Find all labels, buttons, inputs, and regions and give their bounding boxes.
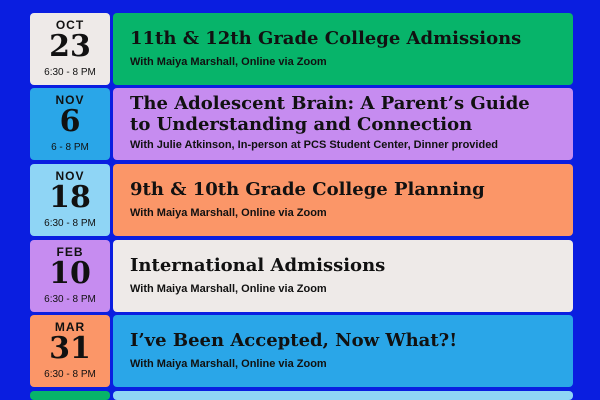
date-day: 6 bbox=[59, 104, 81, 139]
date-day: 10 bbox=[49, 256, 91, 291]
event-card bbox=[113, 240, 573, 312]
event-detail: With Julie Atkinson, In-person at PCS Student Center, Dinner provided bbox=[130, 139, 499, 151]
date-block bbox=[30, 391, 110, 400]
date-day: 18 bbox=[49, 180, 91, 215]
event-title-line-1: The Adolescent Brain: A Parent’s Guide bbox=[130, 93, 530, 114]
date-month: FEB bbox=[56, 245, 84, 259]
date-time: 6:30 - 8 PM bbox=[44, 294, 96, 305]
event-title: 9th & 10th Grade College Planning bbox=[130, 179, 485, 200]
date-month: MAR bbox=[54, 320, 86, 334]
date-block bbox=[30, 88, 110, 160]
event-card bbox=[113, 13, 573, 85]
event-detail: With Maiya Marshall, Online via Zoom bbox=[130, 283, 327, 295]
event-title: I’ve Been Accepted, Now What?! bbox=[130, 330, 458, 351]
event-row-partial bbox=[0, 391, 600, 400]
event-title: 11th & 12th Grade College Admissions bbox=[130, 28, 522, 49]
date-time: 6:30 - 8 PM bbox=[44, 218, 96, 229]
date-time: 6:30 - 8 PM bbox=[44, 67, 96, 78]
event-detail: With Maiya Marshall, Online via Zoom bbox=[130, 207, 327, 219]
date-month: NOV bbox=[55, 169, 85, 183]
date-day: 23 bbox=[49, 29, 91, 64]
date-month: OCT bbox=[55, 18, 85, 32]
event-card bbox=[113, 315, 573, 387]
date-block bbox=[30, 240, 110, 312]
event-title-line-2: to Understanding and Connection bbox=[130, 114, 473, 135]
event-row-oct-23 bbox=[0, 13, 600, 85]
event-row-mar-31 bbox=[0, 315, 600, 387]
event-card bbox=[113, 391, 573, 400]
event-row-nov-6 bbox=[0, 88, 600, 160]
event-detail: With Maiya Marshall, Online via Zoom bbox=[130, 56, 327, 68]
date-time: 6 - 8 PM bbox=[51, 142, 89, 153]
date-day: 31 bbox=[49, 331, 91, 366]
event-title bbox=[130, 93, 563, 135]
event-row-feb-10 bbox=[0, 240, 600, 312]
event-card bbox=[113, 88, 573, 160]
date-month: NOV bbox=[55, 93, 85, 107]
event-detail: With Maiya Marshall, Online via Zoom bbox=[130, 358, 327, 370]
event-title: International Admissions bbox=[130, 255, 386, 276]
date-block bbox=[30, 13, 110, 85]
date-block bbox=[30, 315, 110, 387]
event-row-nov-18 bbox=[0, 164, 600, 236]
date-block bbox=[30, 164, 110, 236]
event-card bbox=[113, 164, 573, 236]
date-time: 6:30 - 8 PM bbox=[44, 369, 96, 380]
